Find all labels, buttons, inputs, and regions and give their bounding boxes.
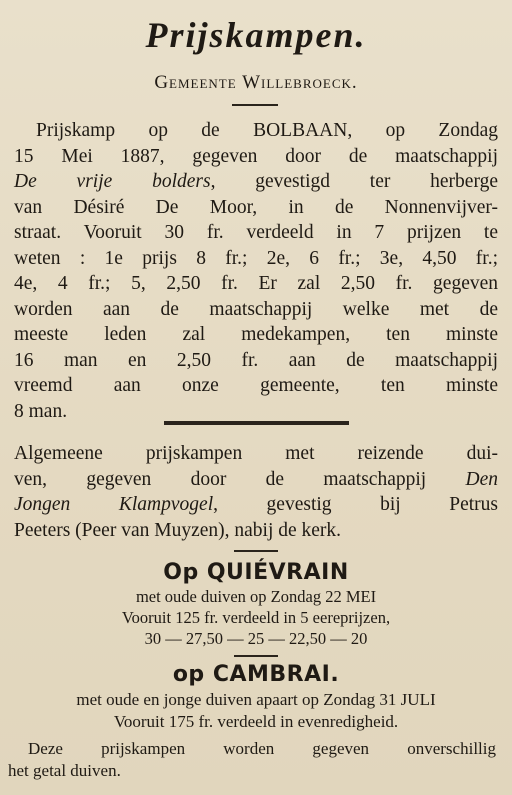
municipality-subtitle: Gemeente Willebroeck. [154, 72, 358, 93]
text-fragment: , gevestig bij Petrus [213, 494, 498, 515]
divider-short [234, 550, 278, 552]
text-line: van Désiré De Moor, in de Nonnenvijver- [14, 196, 498, 218]
prize-amounts: 30 — 27,50 — 25 — 22,50 — 20 [144, 629, 368, 648]
text-line: 15 Mei 1887, gegeven door de maatschappij [14, 145, 498, 167]
text-line: Prijskamp op de BOLBAAN, op Zondag [36, 120, 498, 141]
text-line: Peeters (Peer van Muyzen), nabij de kerk. [14, 519, 342, 541]
society-name: De vrije bolders [14, 171, 211, 192]
text-line [14, 492, 498, 518]
text-line: Vooruit 125 fr. verdeeld in 5 eereprijzen, [121, 608, 391, 627]
text-line: meeste leden zal medekampen, ten minste [14, 324, 498, 345]
divider-short [234, 655, 278, 657]
text-fragment: , gevestigd ter herberge [210, 171, 498, 192]
text-line: vreemd aan onze gemeente, ten minste [14, 375, 498, 396]
text-line: het getal duiven. [8, 761, 121, 780]
text-line: worden aan de maatschappij welke met de [14, 298, 498, 320]
text-line: straat. Vooruit 30 fr. verdeeld in 7 prijzen te [14, 222, 498, 243]
bolbaan-notice [14, 118, 498, 424]
page-title: Prijskampen. [145, 15, 367, 55]
text-line: weten : 1e prijs 8 fr.; 2e, 6 fr.; 3e, 4,50 fr.; [14, 247, 498, 269]
text-line: Deze prijskampen worden gegeven onverschillig [28, 739, 496, 758]
text-line: met oude en jonge duiven apaart op Zondag 31 JULI [76, 690, 436, 709]
text-line: 4e, 4 fr.; 5, 2,50 fr. Er zal 2,50 fr. gegeven [14, 273, 498, 294]
text-line: Vooruit 175 fr. verdeeld in evenredigheid. [113, 712, 399, 731]
text-line [14, 169, 498, 195]
divider-short [232, 104, 278, 106]
cambrai-section [0, 662, 512, 733]
pigeon-race-intro [14, 441, 498, 543]
society-name: Jongen Klampvogel [14, 494, 214, 515]
text-line: Algemeene prijskampen met reizende dui- [14, 443, 498, 464]
cambrai-heading: op CAMBRAI. [172, 662, 340, 687]
text-fragment: ven, gegeven door de maatschappij [14, 468, 466, 490]
text-line: met oude duiven op Zondag 22 MEI [135, 587, 377, 606]
text-line: 8 man. [14, 400, 68, 422]
quievrain-section [0, 560, 512, 649]
divider-thick [164, 421, 349, 425]
closing-note [8, 738, 496, 782]
quievrain-heading: Op QUIÉVRAIN [163, 560, 349, 585]
text-line: 16 man en 2,50 fr. aan de maatschappij [14, 349, 498, 371]
text-line [14, 467, 498, 493]
society-name: Den [465, 468, 498, 490]
